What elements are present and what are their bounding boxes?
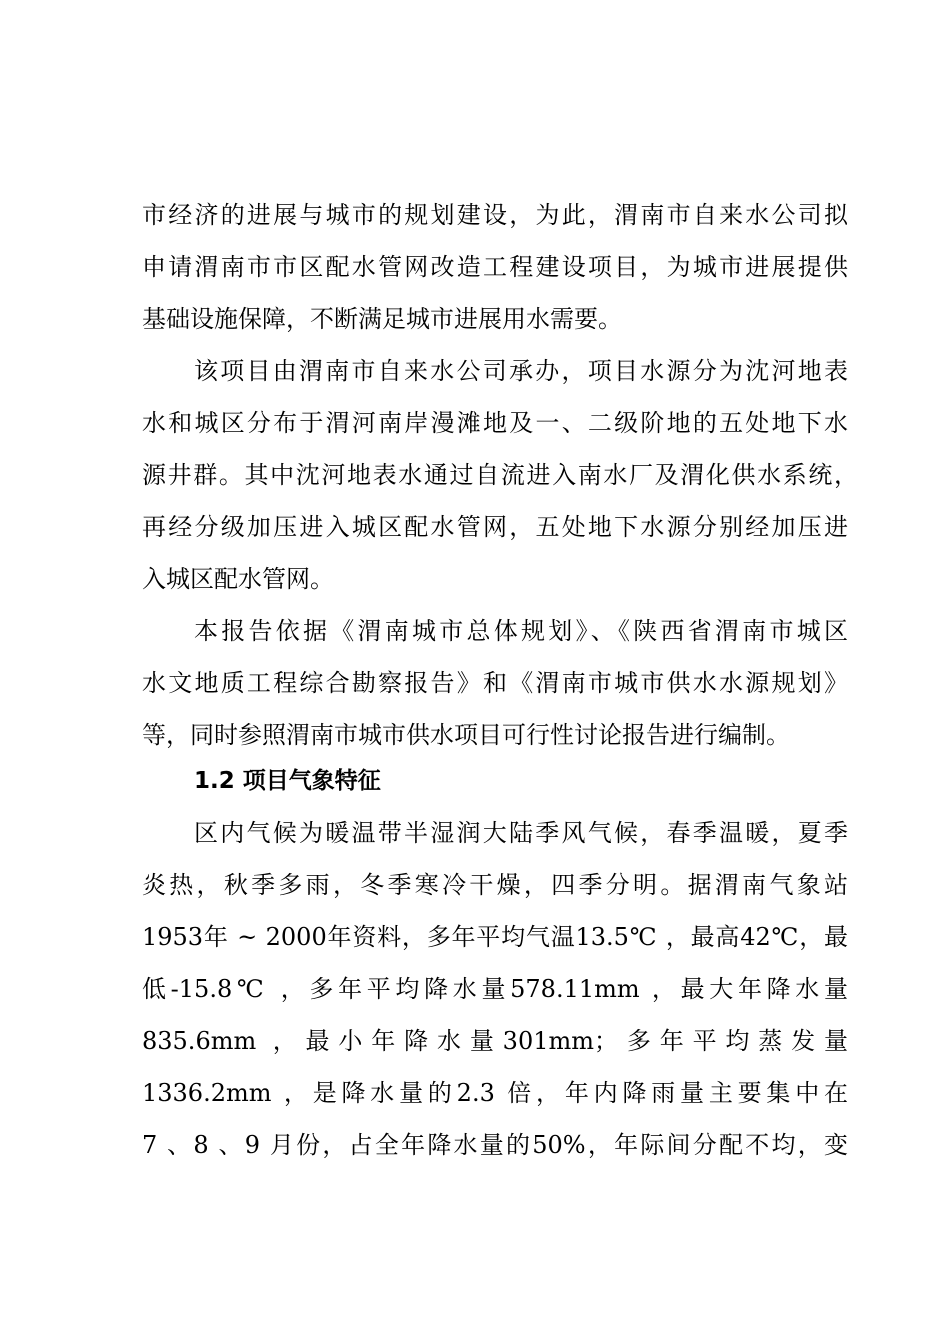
paragraph-1-line-1: 市经济的进展与城市的规划建设，为此，渭南市自来水公司拟 (142, 201, 848, 229)
paragraph-2-line-4: 再经分级加压进入城区配水管网，五处地下水源分别经加压进 (142, 513, 848, 541)
paragraph-3-line-3: 等，同时参照渭南市城市供水项目可行性讨论报告进行编制。 (142, 721, 790, 749)
paragraph-1-line-2: 申请渭南市市区配水管网改造工程建设项目，为城市进展提供 (142, 253, 848, 281)
paragraph-2-line-2: 水和城区分布于渭河南岸漫滩地及一、二级阶地的五处地下水 (142, 409, 848, 437)
paragraph-2-line-5: 入城区配水管网。 (142, 565, 334, 593)
paragraph-3-line-2: 水文地质工程综合勘察报告》和《渭南市城市供水水源规划》 (142, 669, 848, 697)
paragraph-2-line-1: 该项目由渭南市自来水公司承办，项目水源分为沈河地表 (194, 357, 848, 385)
climate-line-1: 区内气候为暖温带半湿润大陆季风气候，春季温暖，夏季 (194, 819, 848, 847)
climate-line-5: 835.6mm ，最小年降水量301mm；多年平均蒸发量 (142, 1027, 848, 1055)
climate-line-7: 7 、8 、9 月份，占全年降水量的50%，年际间分配不均，变 (142, 1131, 848, 1159)
paragraph-3-line-1: 本报告依据《渭南城市总体规划》、《陕西省渭南市城区 (194, 617, 848, 645)
climate-line-3: 1953年 ~ 2000年资料，多年平均气温13.5℃ ，最高42℃，最 (142, 923, 848, 951)
climate-line-4: 低-15.8℃ ，多年平均降水量578.11mm ，最大年降水量 (142, 975, 848, 1003)
paragraph-2-line-3: 源井群。其中沈河地表水通过自流进入南水厂及渭化供水系统， (142, 461, 858, 489)
paragraph-1-line-3: 基础设施保障，不断满足城市进展用水需要。 (142, 305, 622, 333)
section-heading: 1.2 项目气象特征 (194, 768, 381, 794)
climate-line-2: 炎热，秋季多雨，冬季寒冷干燥，四季分明。据渭南气象站 (142, 871, 848, 899)
climate-line-6: 1336.2mm ，是降水量的2.3 倍，年内降雨量主要集中在 (142, 1079, 848, 1107)
